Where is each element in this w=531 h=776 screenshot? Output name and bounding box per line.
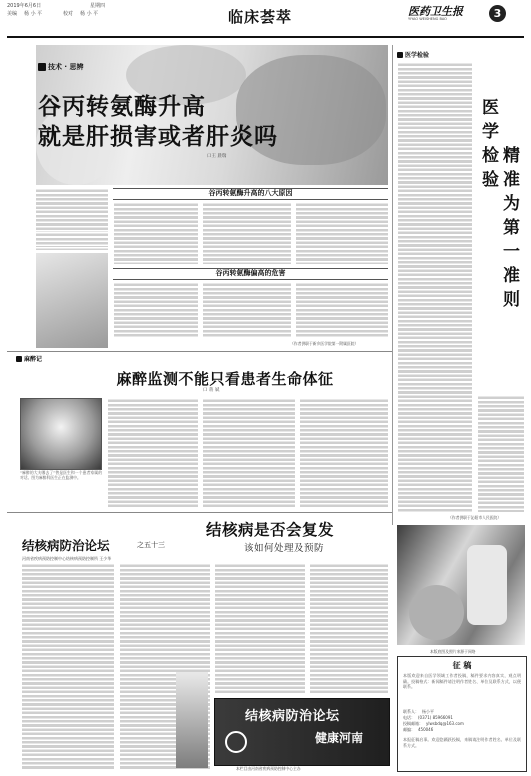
page-number: 3 [493, 7, 502, 20]
ad-contact-label: 联系人： [403, 709, 419, 714]
article2-tag [397, 50, 429, 59]
masthead-rule [7, 36, 524, 38]
article2-tag-label: 医学检验 [405, 52, 430, 59]
section-tag-icon [397, 52, 403, 58]
article3-tag-label: 麻醉记 [24, 356, 43, 363]
article1-headline-line1: 谷丙转氨酶升高 [38, 94, 206, 120]
banner-sub: 健康河南 [315, 731, 364, 745]
article1-body-col4 [114, 282, 198, 337]
column-divider [392, 45, 393, 525]
article3-body-col1 [108, 398, 198, 508]
section-tag-icon [16, 356, 22, 362]
article4-headline: 结核病是否会复发 [206, 521, 335, 539]
ad-address: 450046 [418, 727, 434, 732]
headline-char: 准 [503, 170, 520, 190]
article4-series-number: 之五十三 [137, 541, 165, 549]
ad-address-label: 邮编： [403, 727, 415, 732]
article4-source: 河南省疾病预防控制中心结核病预防控制所 王少华 [22, 556, 112, 561]
article1-body-col1 [114, 202, 198, 264]
article1-sidebar-photo [36, 253, 108, 348]
ad-photo-shape [409, 585, 464, 640]
headline-char: 验 [482, 170, 499, 190]
section-tag-icon [38, 63, 46, 71]
article1-tag-label: 技术 · 思辨 [48, 63, 84, 71]
editor-label: 美编 [7, 11, 18, 17]
issue-date: 2019年6月6日 [7, 3, 42, 9]
masthead [0, 0, 531, 40]
headline-char: 第 [503, 218, 520, 238]
article1-body-col3 [296, 202, 388, 264]
article1-footer-note: （作者供职于新乡医学院第一附属医院） [290, 341, 359, 346]
proofreader-name: 杨 小 平 [80, 11, 99, 17]
paper-pinyin: YIYAO WEISHENG BAO [408, 17, 447, 21]
article3-tag [16, 354, 42, 363]
article1-body-col2 [203, 202, 291, 264]
headline-char: 检 [482, 146, 499, 166]
paper-name-logo: 医药卫生报 [408, 5, 463, 18]
ad-phone-label: 电话： [403, 715, 415, 720]
headline-char: 学 [482, 122, 499, 142]
article1-body-col6 [296, 282, 388, 337]
article2-footer-note: （作者供职于沁阳市人民医院） [448, 515, 502, 520]
headline-char: 一 [503, 242, 520, 262]
article3-body-col3 [300, 398, 388, 508]
section-divider [7, 512, 392, 513]
issue-weekday: 星期四 [90, 3, 106, 9]
ad-footnote: 本报征稿启事。欢迎您踊跃投稿，来稿请注明作者姓名、单位及联系方式。 [403, 737, 521, 748]
article1-tag [38, 62, 84, 72]
headline-char: 医 [482, 98, 499, 118]
article2-body-col1 [398, 62, 472, 512]
section-title: 临床荟萃 [228, 8, 293, 26]
ad-email-label: 投稿邮箱： [403, 721, 423, 726]
article4-inset-photo [176, 672, 208, 768]
article4-banner [214, 698, 390, 766]
headline-char: 精 [503, 146, 520, 166]
article1-body-col5 [203, 282, 291, 337]
article2-body-col2 [478, 395, 524, 512]
article1-author: 口王 晨瑞 [207, 154, 227, 159]
ad-contact-name: 杨小平 [422, 709, 434, 714]
article3-author: 口 蒋 斌 [203, 388, 220, 393]
article4-body-col4 [310, 563, 388, 693]
proofreader-label: 校对 [63, 11, 74, 17]
article3-photo [20, 398, 102, 470]
ad-intro: 本版欢迎来自医学领域工作者投稿，稿件要求内容真实，观点明确。投稿格式：新闻稿件请注明作者姓名、单位及联系方式，以便联系。 [403, 673, 521, 690]
article1-headline-line2: 就是肝损害或者肝炎吗 [38, 124, 278, 150]
ad-box [397, 656, 527, 772]
headline-char: 为 [503, 194, 520, 214]
ad-caption: 本版底图及照片来源于网络 [430, 649, 476, 654]
ad-photo-shape [467, 545, 507, 625]
article3-headline: 麻醉监测不能只看患者生命体征 [116, 370, 334, 388]
article4-banner-org: 本栏目由河南省疾病预防控制中心主办 [236, 766, 301, 771]
article3-body-col2 [203, 398, 295, 508]
ad-title: 征 稿 [452, 661, 472, 670]
article4-body-col1 [22, 563, 114, 770]
ad-email[interactable]: ylwsbdq@163.com [426, 721, 464, 726]
banner-logo-circle [225, 731, 247, 753]
article3-photo-caption: “麻醉的大夫哪去了”曾是医生和一个患者家属的对话。图为麻醉科医生正在监测中。 [20, 470, 102, 480]
article4-subheadline: 该如何处理及预防 [244, 543, 325, 554]
banner-title: 结核病防治论坛 [245, 709, 340, 724]
article2-headline-col1 [482, 96, 499, 312]
editor-name: 杨 小 平 [24, 11, 43, 17]
article1-subhead2: 谷丙转氨酶偏高的危害 [215, 269, 286, 277]
headline-char: 准 [503, 266, 520, 286]
article4-body-col3 [215, 563, 305, 693]
article2-headline-vertical [478, 96, 524, 312]
ad-photo [397, 525, 525, 645]
article2-headline-col2 [503, 96, 520, 312]
headline-char: 则 [503, 290, 520, 310]
ad-phone: (0371) 85966091 [418, 715, 453, 720]
section-divider [7, 351, 392, 352]
article1-left-text [36, 232, 108, 246]
article4-series-title: 结核病防治论坛 [22, 538, 110, 553]
article1-subhead1: 谷丙转氨酶升高的八大原因 [208, 189, 293, 197]
